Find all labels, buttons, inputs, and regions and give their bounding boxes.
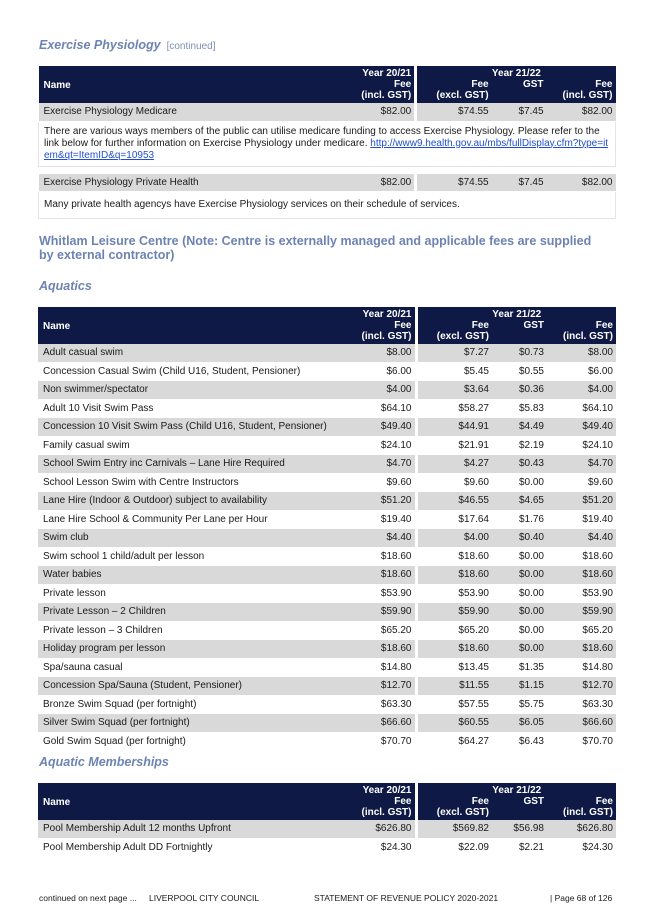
cell-excl: $9.60 xyxy=(416,473,492,492)
cell-fee2021: $6.00 xyxy=(344,362,416,381)
cell-incl: $19.40 xyxy=(547,510,616,529)
table-row xyxy=(38,732,616,751)
medicare-note-row xyxy=(39,121,616,166)
cell-fee2021: $63.30 xyxy=(344,695,416,714)
cell-incl: $4.70 xyxy=(547,455,616,474)
cell-name: School Swim Entry inc Carnivals – Lane Hire Required xyxy=(38,455,344,474)
cell-excl: $4.27 xyxy=(416,455,492,474)
cell-name: Family casual swim xyxy=(38,436,344,455)
header-gst: GST xyxy=(492,796,547,820)
cell-name: Lane Hire School & Community Per Lane per Hour xyxy=(38,510,344,529)
continued-label: [continued] xyxy=(166,41,216,52)
cell-name: Gold Swim Squad (per fortnight) xyxy=(38,732,344,751)
cell-fee2021: $12.70 xyxy=(344,677,416,696)
cell-incl: $24.10 xyxy=(547,436,616,455)
header-year-2122: Year 21/22 xyxy=(416,783,616,796)
memberships-heading: Aquatic Memberships xyxy=(39,755,169,769)
cell-excl: $21.91 xyxy=(416,436,492,455)
header-year-2021: Year 20/21 xyxy=(344,307,416,320)
header-fee-2021: Fee (incl. GST) xyxy=(344,79,416,103)
cell-incl: $65.20 xyxy=(547,621,616,640)
cell-gst: $0.43 xyxy=(492,455,547,474)
cell-incl: $64.10 xyxy=(547,399,616,418)
table-row xyxy=(38,603,616,622)
memberships-table xyxy=(38,783,616,857)
cell-fee2021: $9.60 xyxy=(344,473,416,492)
cell-incl: $12.70 xyxy=(547,677,616,696)
header-fee-incl: Fee (incl. GST) xyxy=(547,79,616,103)
cell-excl: $58.27 xyxy=(416,399,492,418)
section-title xyxy=(39,38,216,52)
cell-fee2021: $53.90 xyxy=(344,584,416,603)
cell-excl: $65.20 xyxy=(416,621,492,640)
cell-incl: $53.90 xyxy=(547,584,616,603)
cell-excl: $4.00 xyxy=(416,529,492,548)
cell-fee2021: $4.40 xyxy=(344,529,416,548)
cell-name: Water babies xyxy=(38,566,344,585)
cell-gst: $2.21 xyxy=(492,838,547,857)
header-year-2122: Year 21/22 xyxy=(416,66,616,79)
header-name: Name xyxy=(38,783,344,820)
cell-excl: $64.27 xyxy=(416,732,492,751)
cell-excl: $18.60 xyxy=(416,640,492,659)
cell-name: Swim school 1 child/adult per lesson xyxy=(38,547,344,566)
cell-excl: $13.45 xyxy=(416,658,492,677)
cell-incl: $9.60 xyxy=(547,473,616,492)
header-gst: GST xyxy=(492,79,547,103)
table-row xyxy=(38,344,616,362)
cell-incl: $18.60 xyxy=(547,547,616,566)
cell-incl: $66.60 xyxy=(547,714,616,733)
cell-fee2021: $14.80 xyxy=(344,658,416,677)
table-row xyxy=(38,492,616,511)
exercise-physiology-table xyxy=(38,66,616,219)
cell-incl: $14.80 xyxy=(547,658,616,677)
cell-excl: $46.55 xyxy=(416,492,492,511)
cell-fee2021: $4.70 xyxy=(344,455,416,474)
cell-gst: $2.19 xyxy=(492,436,547,455)
cell-gst: $5.83 xyxy=(492,399,547,418)
header-fee-2021: Fee (incl. GST) xyxy=(344,320,416,344)
cell-excl: $7.27 xyxy=(416,344,492,362)
cell-gst: $56.98 xyxy=(492,820,547,838)
cell-gst: $4.65 xyxy=(492,492,547,511)
cell-gst: $0.00 xyxy=(492,566,547,585)
cell-name: Concession Spa/Sauna (Student, Pensioner) xyxy=(38,677,344,696)
cell-excl: $60.55 xyxy=(416,714,492,733)
table-row xyxy=(38,677,616,696)
table-row xyxy=(38,473,616,492)
cell-gst: $0.00 xyxy=(492,640,547,659)
cell-gst: $0.00 xyxy=(492,603,547,622)
cell-fee2021: $24.30 xyxy=(344,838,416,857)
cell-excl: $59.90 xyxy=(416,603,492,622)
cell-fee2021: $70.70 xyxy=(344,732,416,751)
table-row xyxy=(38,418,616,437)
table-row xyxy=(38,658,616,677)
header-year-2122: Year 21/22 xyxy=(416,307,616,320)
cell-name: Pool Membership Adult DD Fortnightly xyxy=(38,838,344,857)
footer-statement: STATEMENT OF REVENUE POLICY 2020-2021 xyxy=(314,893,499,903)
header-fee-2021: Fee (incl. GST) xyxy=(344,796,416,820)
cell-incl: $626.80 xyxy=(547,820,616,838)
table-row xyxy=(38,566,616,585)
cell-gst: $0.00 xyxy=(492,547,547,566)
table-row xyxy=(38,621,616,640)
cell-name: Silver Swim Squad (per fortnight) xyxy=(38,714,344,733)
cell-name: Adult casual swim xyxy=(38,344,344,362)
header-fee-incl: Fee (incl. GST) xyxy=(547,796,616,820)
table-row xyxy=(38,838,616,857)
cell-excl: $53.90 xyxy=(416,584,492,603)
section-title-text: Exercise Physiology xyxy=(39,38,161,52)
table-row xyxy=(38,455,616,474)
cell-gst: $4.49 xyxy=(492,418,547,437)
header-year-2021: Year 20/21 xyxy=(344,783,416,796)
cell-fee2021: $8.00 xyxy=(344,344,416,362)
table-row xyxy=(38,695,616,714)
medicare-note: There are various ways members of the public can utilise medicare funding to access Exercise Physiology. Please refer to the link below for further information on Exercise Physiology under medicare. http://www9.health.gov.au/mbs/fullDisplay.cfm?type=item&qt=ItemID&q=10953 xyxy=(39,121,616,166)
cell-gst: $0.36 xyxy=(492,381,547,400)
cell-fee2021: $59.90 xyxy=(344,603,416,622)
cell-name: Concession Casual Swim (Child U16, Student, Pensioner) xyxy=(38,362,344,381)
whitlam-heading: Whitlam Leisure Centre (Note: Centre is externally managed and applicable fees are supplied by external contractor) xyxy=(39,234,592,262)
cell-fee2021: $4.00 xyxy=(344,381,416,400)
cell-excl: $18.60 xyxy=(416,566,492,585)
aquatics-heading: Aquatics xyxy=(39,279,92,293)
cell-excl: $5.45 xyxy=(416,362,492,381)
cell-gst: $0.55 xyxy=(492,362,547,381)
cell-excl: $44.91 xyxy=(416,418,492,437)
cell-name: Bronze Swim Squad (per fortnight) xyxy=(38,695,344,714)
table-row xyxy=(38,640,616,659)
header-name: Name xyxy=(39,66,344,103)
table-row xyxy=(38,820,616,838)
cell-fee2021: $65.20 xyxy=(344,621,416,640)
header-name: Name xyxy=(38,307,344,344)
cell-name: Adult 10 Visit Swim Pass xyxy=(38,399,344,418)
table-row: Exercise Physiology Private Health $82.00 $74.55 $7.45 $82.00 xyxy=(39,173,616,192)
table-row xyxy=(38,399,616,418)
cell-excl: $57.55 xyxy=(416,695,492,714)
cell-incl: $59.90 xyxy=(547,603,616,622)
header-gst: GST xyxy=(492,320,547,344)
cell-fee2021: $18.60 xyxy=(344,566,416,585)
table-row xyxy=(38,529,616,548)
cell-fee2021: $19.40 xyxy=(344,510,416,529)
cell-excl: $18.60 xyxy=(416,547,492,566)
private-health-note: Many private health agencys have Exercise Physiology services on their schedule of services. xyxy=(39,192,616,219)
cell-incl: $49.40 xyxy=(547,418,616,437)
table-row xyxy=(38,381,616,400)
cell-incl: $24.30 xyxy=(547,838,616,857)
cell-excl: $22.09 xyxy=(416,838,492,857)
cell-gst: $0.00 xyxy=(492,621,547,640)
footer-page-number: | Page 68 of 126 xyxy=(550,893,613,903)
table-row xyxy=(38,510,616,529)
cell-gst: $1.15 xyxy=(492,677,547,696)
cell-gst: $1.35 xyxy=(492,658,547,677)
cell-excl: $11.55 xyxy=(416,677,492,696)
cell-excl: $17.64 xyxy=(416,510,492,529)
aquatics-table xyxy=(38,307,616,751)
cell-gst: $0.00 xyxy=(492,473,547,492)
cell-fee2021: $49.40 xyxy=(344,418,416,437)
cell-incl: $4.40 xyxy=(547,529,616,548)
cell-fee2021: $18.60 xyxy=(344,640,416,659)
header-fee-incl: Fee (incl. GST) xyxy=(547,320,616,344)
cell-incl: $63.30 xyxy=(547,695,616,714)
cell-name: Lane Hire (Indoor & Outdoor) subject to availability xyxy=(38,492,344,511)
cell-gst: $6.05 xyxy=(492,714,547,733)
header-year-2021: Year 20/21 xyxy=(344,66,416,79)
table-row xyxy=(38,714,616,733)
table-row xyxy=(38,362,616,381)
cell-fee2021: $24.10 xyxy=(344,436,416,455)
cell-incl: $70.70 xyxy=(547,732,616,751)
cell-name: Non swimmer/spectator xyxy=(38,381,344,400)
footer-council: LIVERPOOL CITY COUNCIL xyxy=(149,893,260,903)
cell-name: Spa/sauna casual xyxy=(38,658,344,677)
cell-excl: $3.64 xyxy=(416,381,492,400)
cell-name: Private Lesson – 2 Children xyxy=(38,603,344,622)
cell-gst: $0.40 xyxy=(492,529,547,548)
cell-fee2021: $51.20 xyxy=(344,492,416,511)
cell-incl: $6.00 xyxy=(547,362,616,381)
cell-fee2021: $64.10 xyxy=(344,399,416,418)
cell-name: Swim club xyxy=(38,529,344,548)
cell-gst: $0.73 xyxy=(492,344,547,362)
cell-name: Private lesson – 3 Children xyxy=(38,621,344,640)
table-row xyxy=(38,584,616,603)
cell-gst: $1.76 xyxy=(492,510,547,529)
cell-name: Private lesson xyxy=(38,584,344,603)
footer-continued: continued on next page ... xyxy=(39,893,137,903)
cell-name: School Lesson Swim with Centre Instructors xyxy=(38,473,344,492)
cell-name: Holiday program per lesson xyxy=(38,640,344,659)
cell-fee2021: $66.60 xyxy=(344,714,416,733)
table-row xyxy=(38,436,616,455)
cell-incl: $18.60 xyxy=(547,566,616,585)
cell-fee2021: $18.60 xyxy=(344,547,416,566)
medicare-link[interactable]: http://www9.health.gov.au/mbs/fullDisplay.cfm?type=item&qt=ItemID&q=10953 xyxy=(44,137,609,161)
table-row xyxy=(38,547,616,566)
cell-gst: $0.00 xyxy=(492,584,547,603)
cell-incl: $51.20 xyxy=(547,492,616,511)
table-row: Exercise Physiology Medicare $82.00 $74.55 $7.45 $82.00 xyxy=(39,103,616,121)
cell-incl: $4.00 xyxy=(547,381,616,400)
cell-gst: $6.43 xyxy=(492,732,547,751)
private-note-row xyxy=(39,192,616,219)
cell-name: Pool Membership Adult 12 months Upfront xyxy=(38,820,344,838)
header-fee-excl: Fee (excl. GST) xyxy=(416,796,492,820)
cell-incl: $8.00 xyxy=(547,344,616,362)
cell-incl: $18.60 xyxy=(547,640,616,659)
cell-fee2021: $626.80 xyxy=(344,820,416,838)
header-fee-excl: Fee (excl. GST) xyxy=(416,79,492,103)
cell-name: Concession 10 Visit Swim Pass (Child U16, Student, Pensioner) xyxy=(38,418,344,437)
cell-gst: $5.75 xyxy=(492,695,547,714)
header-fee-excl: Fee (excl. GST) xyxy=(416,320,492,344)
cell-excl: $569.82 xyxy=(416,820,492,838)
